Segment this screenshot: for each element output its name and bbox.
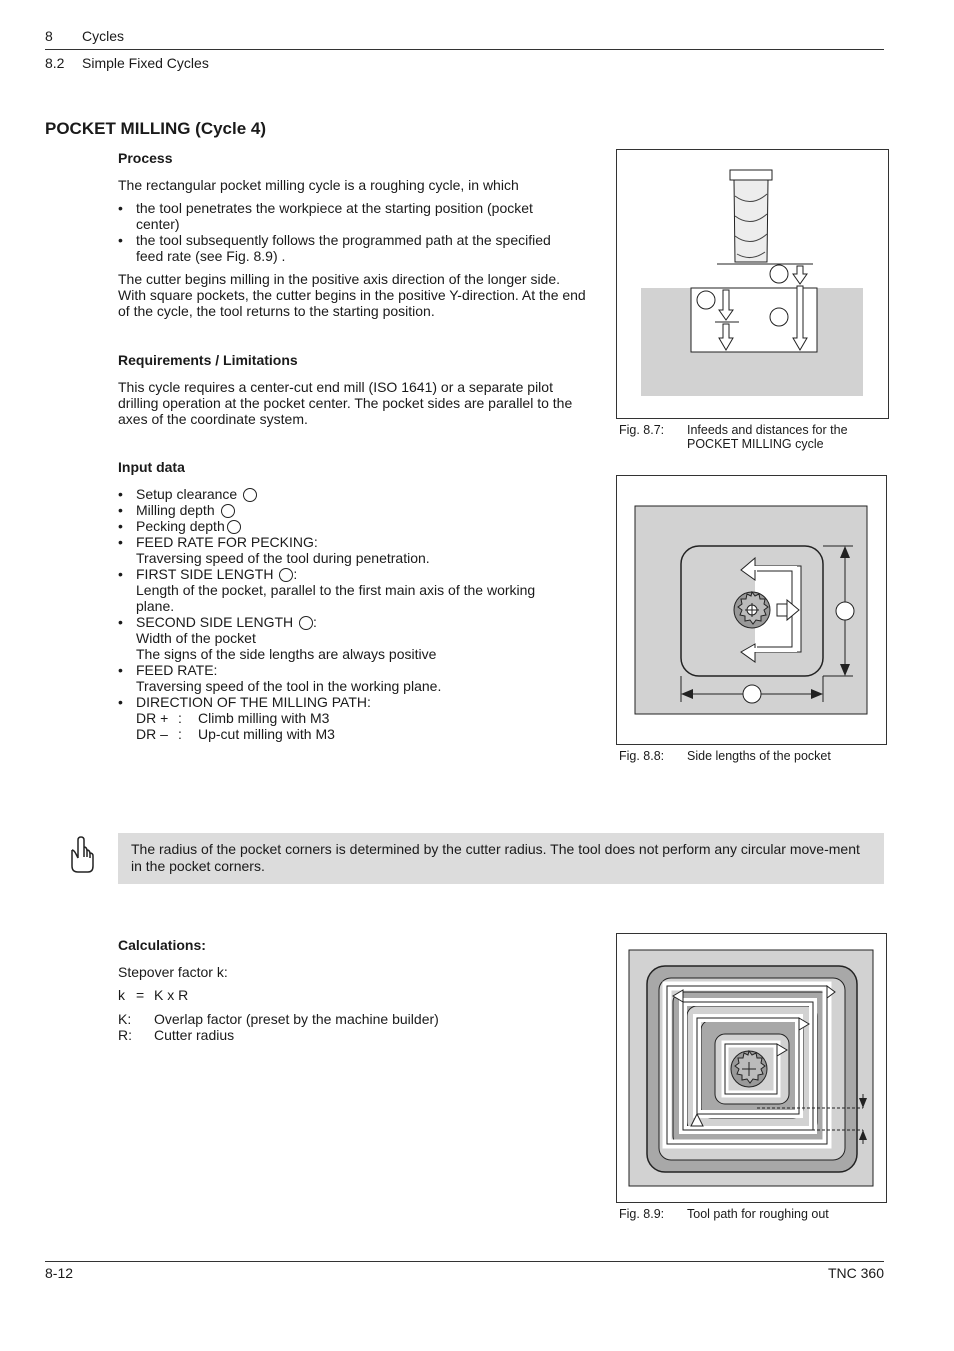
caption-number: Fig. 8.7: (619, 423, 665, 437)
chapter-title: Cycles (82, 28, 125, 44)
calculations-section (118, 937, 598, 1043)
caption-8-9 (619, 1207, 881, 1223)
input-heading: Input data (118, 459, 185, 475)
input-item-direction: • DIRECTION OF THE MILLING PATH: (118, 694, 563, 710)
input-item-first-side: • FIRST SIDE LENGTH : Length of the pocket, parallel to the first main axis of the working plane. (118, 566, 563, 614)
definition-row: K: Overlap factor (preset by the machine builder) (118, 1011, 439, 1027)
input-list (118, 486, 563, 710)
definition-row: R: Cutter radius (118, 1027, 235, 1043)
caption-number: Fig. 8.9: (619, 1207, 665, 1221)
process-section (118, 150, 598, 319)
process-bullet: • the tool penetrates the workpiece at the starting position (pocket center) (118, 200, 573, 232)
product-name: TNC 360 (827, 1265, 884, 1281)
caption-text: Infeeds and distances for the POCKET MILLING cycle (687, 423, 848, 451)
figure-8-8 (616, 475, 887, 745)
callout-circle-icon (279, 568, 293, 582)
definitions (118, 1011, 598, 1043)
process-bullet: • the tool subsequently follows the programmed path at the specified feed rate (see Fig. 8.9) . (118, 232, 573, 264)
input-item-second-side: • SECOND SIDE LENGTH : Width of the pocket The signs of the side lengths are always positive (118, 614, 563, 662)
header-rule (45, 49, 884, 50)
requirements-heading: Requirements / Limitations (118, 352, 298, 368)
input-item-pecking-depth: • Pecking depth (118, 518, 563, 534)
input-item-feed-rate: • FEED RATE: Traversing speed of the tool in the working plane. (118, 662, 563, 694)
formula: k = K x R (118, 987, 189, 1003)
callout-circle-icon (221, 504, 235, 518)
footer-rule (45, 1261, 884, 1262)
infeed-diagram (617, 150, 888, 418)
callout-circle-icon (299, 616, 313, 630)
caption-8-7 (619, 423, 881, 453)
caption-text: Side lengths of the pocket (687, 749, 831, 763)
dr-table (136, 710, 598, 742)
input-item-feed-pecking: • FEED RATE FOR PECKING: Traversing speed of the tool during penetration. (118, 534, 563, 566)
process-intro: The rectangular pocket milling cycle is a roughing cycle, in which (118, 177, 519, 193)
note-box: The radius of the pocket corners is determined by the cutter radius. The tool does not perform any circular move-ment in the pocket corners. (118, 833, 884, 884)
page-title: POCKET MILLING (Cycle 4) (45, 119, 267, 138)
tool-path-diagram (617, 934, 886, 1202)
input-section (118, 459, 598, 742)
section-number: 8.2 (45, 55, 65, 71)
figure-8-7 (616, 149, 889, 419)
caption-text: Tool path for roughing out (687, 1207, 829, 1221)
section-title: Simple Fixed Cycles (82, 55, 209, 71)
requirements-text: This cycle requires a center-cut end mill (ISO 1641) or a separate pilot drilling operation at the pocket center. The pocket sides are parallel to the axes of the coordinate system. (118, 379, 573, 427)
pointing-hand-icon (66, 836, 98, 876)
caption-8-8 (619, 749, 881, 765)
dr-row: DR + : Climb milling with M3 (136, 710, 330, 726)
requirements-section (118, 352, 598, 427)
process-heading: Process (118, 150, 173, 166)
callout-circle-icon (243, 488, 257, 502)
figure-8-9 (616, 933, 887, 1203)
side-length-diagram (617, 476, 886, 744)
process-text: The cutter begins milling in the positive axis direction of the longer side. With square pockets, the cutter begins in the positive Y-direction. At the end of the cycle, the tool returns to the starting position. (118, 271, 586, 319)
dr-row: DR – : Up-cut milling with M3 (136, 726, 335, 742)
callout-circle-icon (227, 520, 241, 534)
calculations-heading: Calculations: (118, 937, 206, 953)
input-item-milling-depth: • Milling depth (118, 502, 563, 518)
process-list (118, 200, 573, 264)
stepover-label: Stepover factor k: (118, 964, 228, 980)
chapter-number: 8 (45, 28, 53, 44)
input-item-setup-clearance: • Setup clearance (118, 486, 563, 502)
caption-number: Fig. 8.8: (619, 749, 665, 763)
page-number: 8-12 (45, 1265, 74, 1281)
